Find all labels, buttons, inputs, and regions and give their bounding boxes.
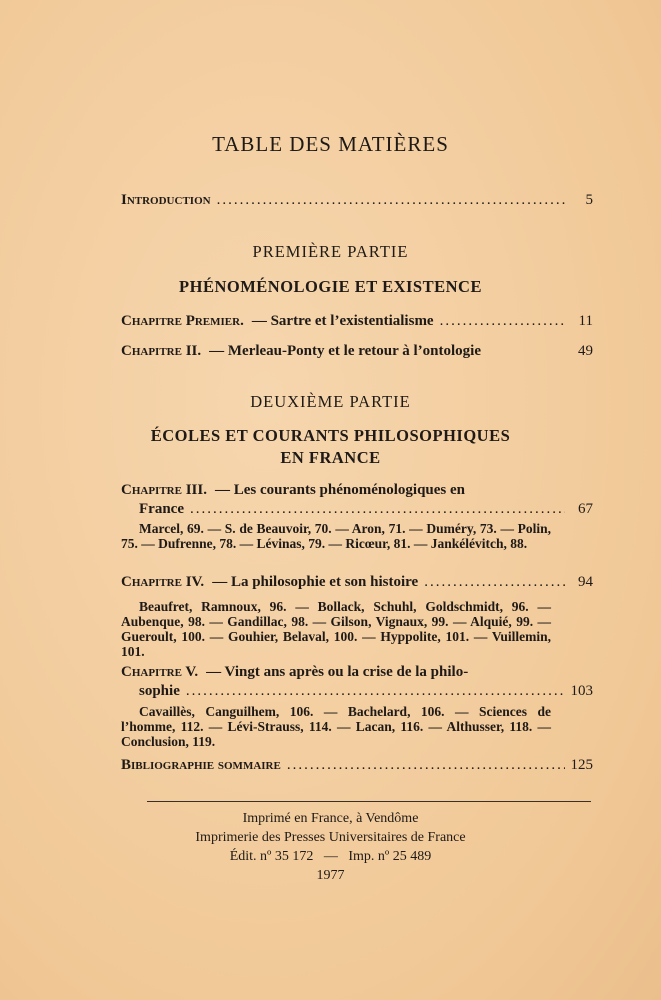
- chapter-title: — La philosophie et son histoire: [212, 574, 419, 590]
- toc-entry-bibliography[interactable]: [121, 757, 593, 774]
- chapter-label: Chapitre Premier.: [121, 313, 244, 329]
- imprint-line-3: Édit. nº 35 172 — Imp. nº 25 489: [229, 849, 432, 864]
- part-title: PHÉNOMÉNOLOGIE ET EXISTENCE: [179, 277, 482, 296]
- toc-entry-chapter-2[interactable]: [121, 343, 593, 360]
- toc-entry-chapter-1[interactable]: [121, 313, 593, 330]
- page-number: 125: [570, 757, 593, 773]
- chapter-title: — Sartre et l’existentialisme: [251, 313, 434, 329]
- chapter-label: Chapitre III.: [121, 482, 207, 498]
- part-title-line-2: EN FRANCE: [280, 448, 381, 467]
- page-number: 5: [585, 192, 593, 208]
- chapter-subentries: Beaufret, Ramnoux, 96. — Bollack, Schuhl, Goldschmidt, 96. — Aubenque, 98. — Gandillac, 98. — Gilson, Vignaux, 99. — Alquié, 99. — Gueroult, 100. — Gouhier, Belaval, 100. — Hyppolite, 101. — Vuillemin, 101.: [121, 599, 551, 659]
- part-heading: DEUXIÈME PARTIE: [250, 392, 411, 411]
- chapter-subentries: Marcel, 69. — S. de Beauvoir, 70. — Aron, 71. — Duméry, 73. — Polin, 75. — Dufrenne, 78. — Lévinas, 79. — Ricœur, 81. — Jankélévitch, 88.: [121, 521, 551, 551]
- part-heading: PREMIÈRE PARTIE: [252, 242, 409, 261]
- divider: [147, 801, 591, 802]
- imprint-line-1: Imprimé en France, à Vendôme: [242, 811, 419, 826]
- imprint-line-2: Imprimerie des Presses Universitaires de France: [195, 830, 466, 845]
- chapter-title-continued: sophie: [139, 683, 180, 699]
- imprint-year: 1977: [316, 868, 345, 883]
- chapter-title: — Vingt ans après ou la crise de la philo-: [206, 664, 469, 680]
- leader-dots: [190, 501, 565, 518]
- page-number: 49: [578, 343, 593, 359]
- chapter-label: Chapitre IV.: [121, 574, 205, 590]
- page-number: 103: [570, 683, 593, 699]
- chapter-title: — Merleau-Ponty et le retour à l’ontologie: [209, 343, 481, 359]
- chapter-label: Chapitre V.: [121, 664, 199, 680]
- entry-label: Introduction: [121, 192, 211, 208]
- leader-dots: [186, 683, 565, 700]
- page-title: TABLE DES MATIÈRES: [212, 132, 449, 156]
- toc-entry-chapter-4[interactable]: [121, 574, 593, 591]
- leader-dots: [217, 192, 565, 209]
- toc-entry-chapter-3[interactable]: [121, 482, 593, 518]
- chapter-label: Chapitre II.: [121, 343, 202, 359]
- chapter-title: — Les courants phénoménologiques en: [214, 482, 465, 498]
- entry-label: Bibliographie sommaire: [121, 757, 281, 773]
- toc-entry-chapter-5[interactable]: [121, 664, 593, 700]
- page-number: 67: [578, 501, 593, 517]
- toc-entry-introduction[interactable]: [121, 192, 593, 209]
- leader-dots: [424, 574, 565, 591]
- chapter-title-continued: France: [139, 501, 184, 517]
- page-number: 11: [578, 313, 593, 329]
- part-title-line-1: ÉCOLES ET COURANTS PHILOSOPHIQUES: [150, 426, 511, 445]
- chapter-subentries: Cavaillès, Canguilhem, 106. — Bachelard, 106. — Sciences de l’homme, 112. — Lévi-Strauss, 114. — Lacan, 116. — Althusser, 118. — Conclusion, 119.: [121, 704, 551, 749]
- leader-dots: [287, 757, 565, 774]
- leader-dots: [440, 313, 565, 330]
- page-number: 94: [578, 574, 593, 590]
